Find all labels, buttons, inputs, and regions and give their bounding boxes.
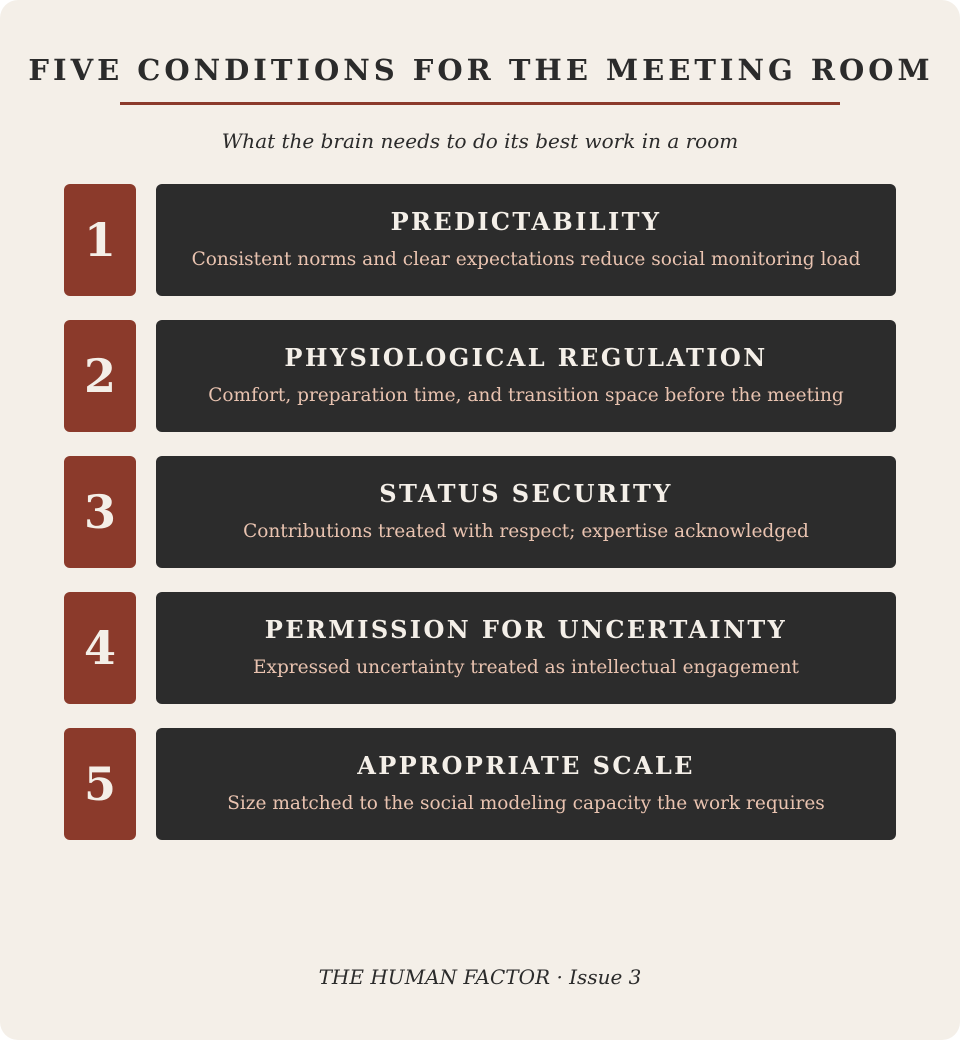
- condition-description: Expressed uncertainty treated as intellectual engagement: [253, 657, 799, 678]
- condition-number-badge: 2: [64, 320, 136, 432]
- condition-title: PREDICTABILITY: [390, 207, 662, 236]
- condition-number-badge: 5: [64, 728, 136, 840]
- condition-description: Consistent norms and clear expectations reduce social monitoring load: [191, 249, 861, 270]
- title-divider: [120, 102, 840, 105]
- condition-title: APPROPRIATE SCALE: [357, 751, 695, 780]
- condition-card: [156, 456, 896, 568]
- condition-row-1: [64, 184, 896, 296]
- condition-row-2: [64, 320, 896, 432]
- condition-row-4: [64, 592, 896, 704]
- condition-card: [156, 592, 896, 704]
- condition-card: [156, 728, 896, 840]
- condition-description: Size matched to the social modeling capacity the work requires: [227, 793, 825, 814]
- condition-number-badge: 3: [64, 456, 136, 568]
- condition-row-5: [64, 728, 896, 840]
- footer-credit: THE HUMAN FACTOR · Issue 3: [318, 965, 642, 989]
- condition-title: STATUS SECURITY: [379, 479, 673, 508]
- condition-number-badge: 4: [64, 592, 136, 704]
- condition-description: Contributions treated with respect; expertise acknowledged: [243, 521, 809, 542]
- condition-title: PERMISSION FOR UNCERTAINTY: [264, 615, 788, 644]
- condition-title: PHYSIOLOGICAL REGULATION: [284, 343, 768, 372]
- condition-number-badge: 1: [64, 184, 136, 296]
- condition-row-3: [64, 456, 896, 568]
- condition-card: [156, 320, 896, 432]
- condition-card: [156, 184, 896, 296]
- page-subtitle: What the brain needs to do its best work in a room: [221, 129, 739, 153]
- condition-description: Comfort, preparation time, and transition space before the meeting: [208, 385, 844, 406]
- page-title: FIVE CONDITIONS FOR THE MEETING ROOM: [28, 53, 934, 87]
